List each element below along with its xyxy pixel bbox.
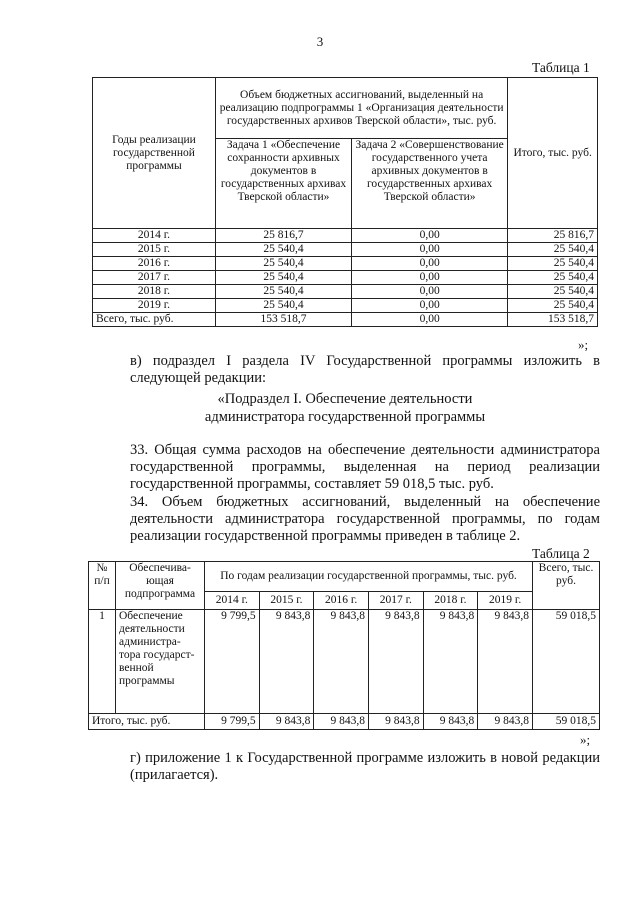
table1-cell-year: 2015 г. xyxy=(93,243,216,257)
table1-row xyxy=(93,313,598,327)
table2-year-header: 2014 г. xyxy=(205,592,260,610)
paragraph-b xyxy=(90,353,600,387)
table1-cell-task2: 0,00 xyxy=(352,285,508,299)
table1-cell-total: 25 540,4 xyxy=(508,257,598,271)
table2-header-total: Всего, тыс. руб. xyxy=(533,562,600,610)
table1-cell-total: 153 518,7 xyxy=(508,313,598,327)
table2-total-2018: 9 843,8 xyxy=(423,714,478,730)
table2-year-header: 2016 г. xyxy=(314,592,369,610)
table1-cell-year: 2017 г. xyxy=(93,271,216,285)
table1-row xyxy=(93,271,598,285)
table2-total-label: Итого, тыс. руб. xyxy=(89,714,205,730)
table1-cell-year: 2019 г. xyxy=(93,299,216,313)
table2-total-2019: 9 843,8 xyxy=(478,714,533,730)
table2-label: Таблица 2 xyxy=(532,546,590,561)
paragraph-g xyxy=(90,750,600,784)
table1-label: Таблица 1 xyxy=(532,60,590,75)
table2-year-header: 2018 г. xyxy=(423,592,478,610)
table2-row-2019: 9 843,8 xyxy=(478,610,533,714)
table2-closing-quote: »; xyxy=(580,732,591,747)
table1-cell-task1: 25 540,4 xyxy=(215,271,351,285)
table2-row xyxy=(89,610,600,714)
table2-total-row xyxy=(89,714,600,730)
table2-total-2014: 9 799,5 xyxy=(205,714,260,730)
table2-header-sub: Обеспечива-ющая подпрограмма xyxy=(116,562,205,610)
table2-header-num: № п/п xyxy=(89,562,116,610)
table2-total-sum: 59 018,5 xyxy=(533,714,600,730)
paragraph-33 xyxy=(90,442,600,493)
table1-cell-task2: 0,00 xyxy=(352,313,508,327)
paragraph-34 xyxy=(90,494,600,545)
table2-row-2018: 9 843,8 xyxy=(423,610,478,714)
table1-cell-task1: 153 518,7 xyxy=(215,313,351,327)
table1-row xyxy=(93,299,598,313)
table1-cell-task2: 0,00 xyxy=(352,271,508,285)
paragraph-34-text: 34. Объем бюджетных ассигнований, выделенный на обеспечение деятельности администратора государственной программы, по годам реализации государственной программы приведен в таблице 2. xyxy=(130,494,600,544)
table2-total-2017: 9 843,8 xyxy=(368,714,423,730)
table1-cell-task2: 0,00 xyxy=(352,229,508,243)
table2-year-header: 2017 г. xyxy=(368,592,423,610)
table2-total-2015: 9 843,8 xyxy=(259,714,314,730)
table1-cell-task2: 0,00 xyxy=(352,257,508,271)
table2-row-2015: 9 843,8 xyxy=(259,610,314,714)
table2-row-2017: 9 843,8 xyxy=(368,610,423,714)
table1-cell-task1: 25 540,4 xyxy=(215,257,351,271)
page-number: 3 xyxy=(316,34,324,49)
table1-header-task1: Задача 1 «Обеспечение сохранности архивных документов в государственных архивах Тверской области» xyxy=(215,139,351,229)
table1-cell-task1: 25 540,4 xyxy=(215,285,351,299)
table2-row-2014: 9 799,5 xyxy=(205,610,260,714)
table1-closing-quote: »; xyxy=(578,337,589,352)
table1-cell-year: 2014 г. xyxy=(93,229,216,243)
table1-row xyxy=(93,243,598,257)
table1-row xyxy=(93,257,598,271)
table2-row-total: 59 018,5 xyxy=(533,610,600,714)
paragraph-33-text: 33. Общая сумма расходов на обеспечение деятельности администратора государственной программы, выделенная на период реализации государственной программы, составляет 59 018,5 тыс. руб. xyxy=(130,442,600,492)
table1-cell-task1: 25 816,7 xyxy=(215,229,351,243)
subsection-title-line2: администратора государственной программы xyxy=(204,409,486,425)
table1-cell-total: 25 816,7 xyxy=(508,229,598,243)
table2-total-2016: 9 843,8 xyxy=(314,714,369,730)
table1-cell-task2: 0,00 xyxy=(352,243,508,257)
paragraph-g-text: г) приложение 1 к Государственной программе изложить в новой редакции (прилагается). xyxy=(130,750,600,783)
subsection-title-line1: «Подраздел I. Обеспечение деятельности xyxy=(217,391,473,407)
table1-row xyxy=(93,229,598,243)
table1-header-task2: Задача 2 «Совершенствование государственного учета архивных документов в государственных архивах Тверской области» xyxy=(352,139,508,229)
table1-cell-total: 25 540,4 xyxy=(508,243,598,257)
table1-cell-task1: 25 540,4 xyxy=(215,243,351,257)
table1-cell-task1: 25 540,4 xyxy=(215,299,351,313)
table1-cell-total: 25 540,4 xyxy=(508,299,598,313)
table2-row-name: Обеспечение деятельности администра-тора государст-венной программы xyxy=(116,610,205,714)
table2-row-num: 1 xyxy=(89,610,116,714)
table1-header-years: Годы реализации государственной программы xyxy=(93,78,216,229)
table1-cell-year: 2018 г. xyxy=(93,285,216,299)
table2-year-header: 2015 г. xyxy=(259,592,314,610)
table1-cell-year: Всего, тыс. руб. xyxy=(93,313,216,327)
table1 xyxy=(92,77,598,327)
table2 xyxy=(88,561,600,730)
table1-cell-task2: 0,00 xyxy=(352,299,508,313)
subsection-title xyxy=(90,390,600,426)
table1-cell-total: 25 540,4 xyxy=(508,271,598,285)
table1-cell-year: 2016 г. xyxy=(93,257,216,271)
table2-row-2016: 9 843,8 xyxy=(314,610,369,714)
table1-row xyxy=(93,285,598,299)
table1-header-group: Объем бюджетных ассигнований, выделенный на реализацию подпрограммы 1 «Организация деятельности государственных архивов Тверской области», тыс. руб. xyxy=(215,78,507,139)
table2-header-group: По годам реализации государственной программы, тыс. руб. xyxy=(205,562,533,592)
paragraph-b-text: в) подраздел I раздела IV Государственной программы изложить в следующей редакции: xyxy=(130,353,600,386)
table1-cell-total: 25 540,4 xyxy=(508,285,598,299)
table2-year-header: 2019 г. xyxy=(478,592,533,610)
table1-header-total: Итого, тыс. руб. xyxy=(508,78,598,229)
